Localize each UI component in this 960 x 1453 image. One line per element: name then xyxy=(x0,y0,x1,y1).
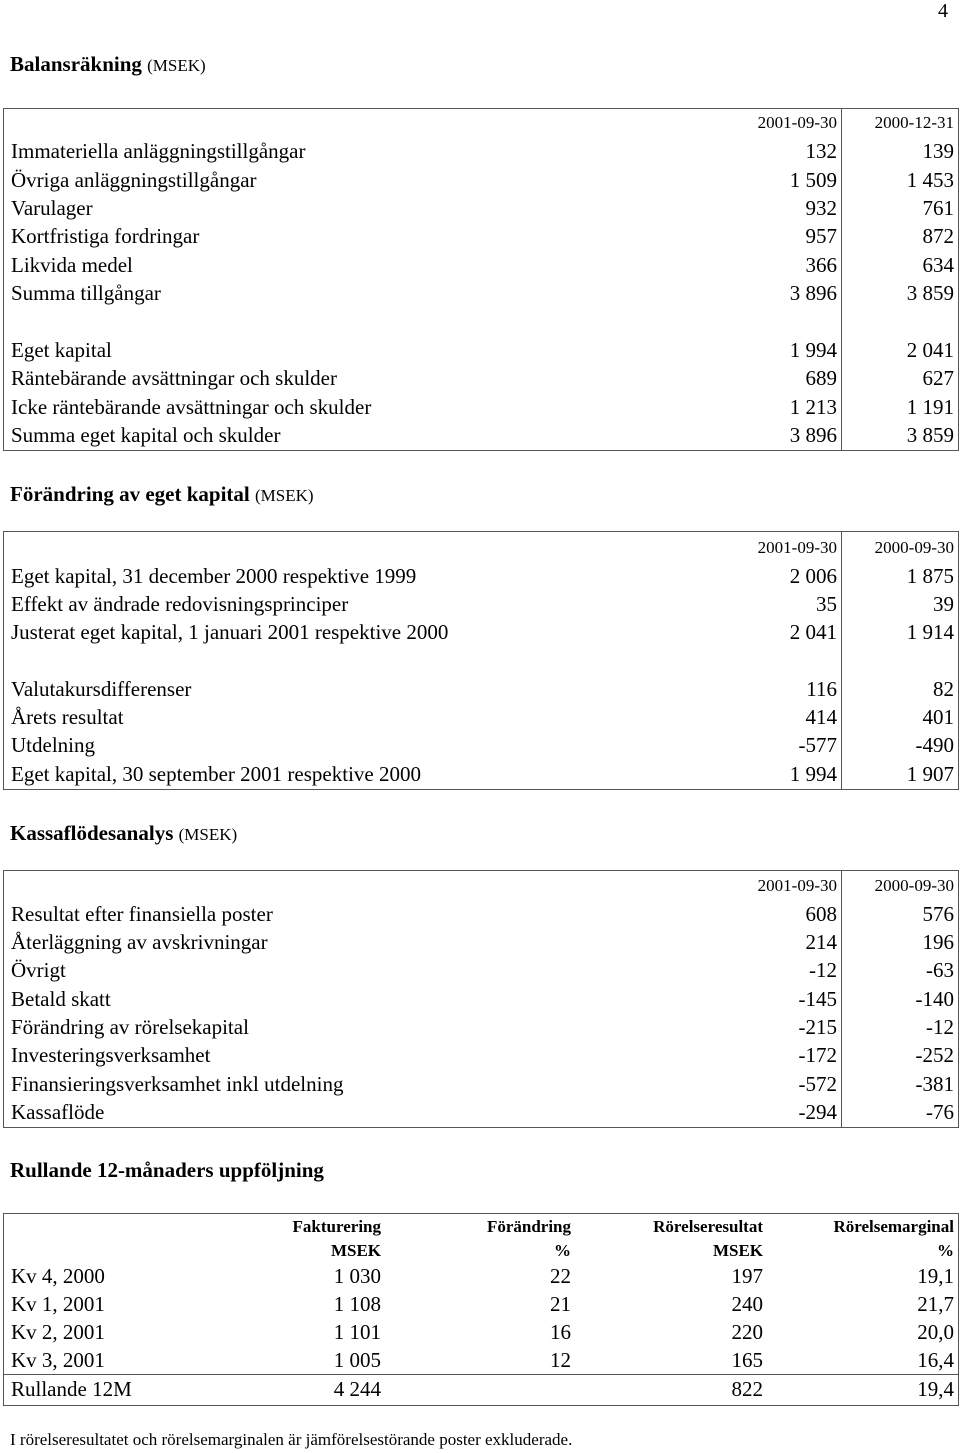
row-value: 214 xyxy=(805,930,837,954)
row-value: 932 xyxy=(805,196,837,220)
cashflow-table xyxy=(3,870,959,1128)
column-header-line1: Rörelseresultat xyxy=(653,1217,763,1236)
row-value: 19,1 xyxy=(917,1264,954,1288)
row-label: Eget kapital, 31 december 2000 respektive 1999 xyxy=(11,564,417,588)
row-value: 1 453 xyxy=(906,168,954,192)
row-value: -252 xyxy=(915,1043,954,1067)
column-header-line2: MSEK xyxy=(330,1241,381,1260)
row-label: Summa tillgångar xyxy=(11,281,161,305)
row-value: 627 xyxy=(922,366,954,390)
row-value: 197 xyxy=(731,1264,763,1288)
footnote: I rörelseresultatet och rörelsemarginalen är jämförelsestörande poster exkluderade. xyxy=(10,1430,573,1449)
row-value: -172 xyxy=(798,1043,837,1067)
row-value: 1 994 xyxy=(789,762,837,786)
row-label: Immateriella anläggningstillgångar xyxy=(11,139,306,163)
column-header: 2001-09-30 xyxy=(757,113,837,132)
column-header-line2: MSEK xyxy=(712,1241,763,1260)
row-value: 21,7 xyxy=(917,1292,954,1316)
row-label: Varulager xyxy=(11,196,93,220)
column-header: 2000-12-31 xyxy=(874,113,954,132)
row-label: Summa eget kapital och skulder xyxy=(11,423,281,447)
row-value: 240 xyxy=(731,1292,763,1316)
row-value: 3 859 xyxy=(906,423,954,447)
equity-change-table xyxy=(3,531,959,790)
row-label: Förändring av rörelsekapital xyxy=(11,1015,249,1039)
column-header-line1: Rörelsemarginal xyxy=(833,1217,954,1236)
column-divider xyxy=(841,531,842,790)
row-value: 1 030 xyxy=(333,1264,381,1288)
total-row-divider xyxy=(3,1374,959,1375)
row-value: 1 994 xyxy=(789,338,837,362)
row-label: Resultat efter finansiella poster xyxy=(11,902,273,926)
row-label: Icke räntebärande avsättningar och skulder xyxy=(11,395,372,419)
row-label: Kv 2, 2001 xyxy=(11,1320,105,1344)
row-value: 608 xyxy=(805,902,837,926)
row-value: 414 xyxy=(805,705,837,729)
row-value: 22 xyxy=(550,1264,571,1288)
row-value: 82 xyxy=(933,677,954,701)
row-value: 132 xyxy=(805,139,837,163)
row-value: 2 041 xyxy=(789,620,837,644)
row-value: 761 xyxy=(922,196,954,220)
row-value: -12 xyxy=(926,1015,954,1039)
row-value: 2 006 xyxy=(789,564,837,588)
column-divider xyxy=(841,870,842,1128)
column-header-line2: % xyxy=(937,1241,954,1260)
row-value: 1 213 xyxy=(789,395,837,419)
equity-change-heading xyxy=(10,482,314,507)
column-header: 2001-09-30 xyxy=(757,538,837,557)
row-value: 165 xyxy=(731,1348,763,1372)
row-value: 19,4 xyxy=(917,1377,954,1401)
row-value: 872 xyxy=(922,224,954,248)
row-label: Återläggning av avskrivningar xyxy=(11,930,268,954)
row-label: Övrigt xyxy=(11,958,66,982)
balance-sheet-unit: (MSEK) xyxy=(147,56,206,75)
row-value: -76 xyxy=(926,1100,954,1124)
column-header: 2000-09-30 xyxy=(874,538,954,557)
row-value: 576 xyxy=(922,902,954,926)
row-value: 366 xyxy=(805,253,837,277)
row-value: 1 101 xyxy=(333,1320,381,1344)
row-value: -63 xyxy=(926,958,954,982)
row-label: Kassaflöde xyxy=(11,1100,105,1124)
row-value: 634 xyxy=(922,253,954,277)
row-label: Betald skatt xyxy=(11,987,111,1011)
row-value: 957 xyxy=(805,224,837,248)
row-label: Årets resultat xyxy=(11,705,124,729)
row-value: 35 xyxy=(816,592,837,616)
row-label: Justerat eget kapital, 1 januari 2001 respektive 2000 xyxy=(11,620,449,644)
row-value: 20,0 xyxy=(917,1320,954,1344)
page-number: 4 xyxy=(938,0,948,22)
row-label: Övriga anläggningstillgångar xyxy=(11,168,257,192)
balance-sheet-title: Balansräkning xyxy=(10,52,142,76)
equity-change-unit: (MSEK) xyxy=(255,486,314,505)
row-label: Utdelning xyxy=(11,733,95,757)
column-header-line2: % xyxy=(554,1241,571,1260)
row-value: 822 xyxy=(731,1377,763,1401)
row-value: -215 xyxy=(798,1015,837,1039)
row-label: Investeringsverksamhet xyxy=(11,1043,211,1067)
row-label: Rullande 12M xyxy=(11,1377,132,1401)
row-value: 3 896 xyxy=(789,423,837,447)
row-label: Räntebärande avsättningar och skulder xyxy=(11,366,337,390)
row-value: 220 xyxy=(731,1320,763,1344)
column-header-line1: Förändring xyxy=(486,1217,571,1236)
balance-sheet-table xyxy=(3,108,959,451)
row-value: -294 xyxy=(798,1100,837,1124)
row-label: Effekt av ändrade redovisningsprinciper xyxy=(11,592,349,616)
row-label: Kv 1, 2001 xyxy=(11,1292,105,1316)
row-value: 1 875 xyxy=(906,564,954,588)
row-value: 116 xyxy=(806,677,837,701)
row-value: 1 005 xyxy=(333,1348,381,1372)
row-value: -12 xyxy=(809,958,837,982)
row-value: -381 xyxy=(915,1072,954,1096)
column-header: 2000-09-30 xyxy=(874,876,954,895)
row-value: 1 914 xyxy=(906,620,954,644)
row-value: -145 xyxy=(798,987,837,1011)
column-divider xyxy=(841,108,842,451)
equity-change-title: Förändring av eget kapital xyxy=(10,482,250,506)
row-value: 2 041 xyxy=(906,338,954,362)
row-value: 39 xyxy=(933,592,954,616)
row-value: 689 xyxy=(805,366,837,390)
row-value: 401 xyxy=(922,705,954,729)
table-border xyxy=(3,1213,959,1406)
row-value: 16,4 xyxy=(917,1348,954,1372)
row-value: 4 244 xyxy=(333,1377,381,1401)
row-label: Valutakursdifferenser xyxy=(11,677,192,701)
row-label: Likvida medel xyxy=(11,253,133,277)
row-label: Kortfristiga fordringar xyxy=(11,224,200,248)
row-value: -140 xyxy=(915,987,954,1011)
row-value: 1 509 xyxy=(789,168,837,192)
row-label: Eget kapital, 30 september 2001 respektive 2000 xyxy=(11,762,421,786)
row-value: 1 108 xyxy=(333,1292,381,1316)
row-value: 1 907 xyxy=(906,762,954,786)
row-value: 21 xyxy=(550,1292,571,1316)
row-label: Kv 4, 2000 xyxy=(11,1264,105,1288)
row-value: 3 859 xyxy=(906,281,954,305)
row-value: -572 xyxy=(798,1072,837,1096)
row-label: Finansieringsverksamhet inkl utdelning xyxy=(11,1072,344,1096)
column-header-line1: Fakturering xyxy=(292,1217,381,1236)
row-value: 139 xyxy=(922,139,954,163)
row-value: 12 xyxy=(550,1348,571,1372)
cashflow-title: Kassaflödesanalys xyxy=(10,821,174,845)
rolling-heading xyxy=(10,1158,324,1183)
rolling-title: Rullande 12-månaders uppföljning xyxy=(10,1158,324,1182)
rolling-table xyxy=(3,1213,959,1406)
row-value: 1 191 xyxy=(906,395,954,419)
row-value: 196 xyxy=(922,930,954,954)
cashflow-unit: (MSEK) xyxy=(178,825,238,844)
row-value: 16 xyxy=(550,1320,571,1344)
balance-sheet-heading xyxy=(10,52,206,77)
cashflow-heading xyxy=(10,821,237,846)
row-value: 3 896 xyxy=(789,281,837,305)
row-value: -577 xyxy=(798,733,837,757)
row-value: -490 xyxy=(915,733,954,757)
row-label: Eget kapital xyxy=(11,338,112,362)
column-header: 2001-09-30 xyxy=(757,876,837,895)
row-label: Kv 3, 2001 xyxy=(11,1348,105,1372)
